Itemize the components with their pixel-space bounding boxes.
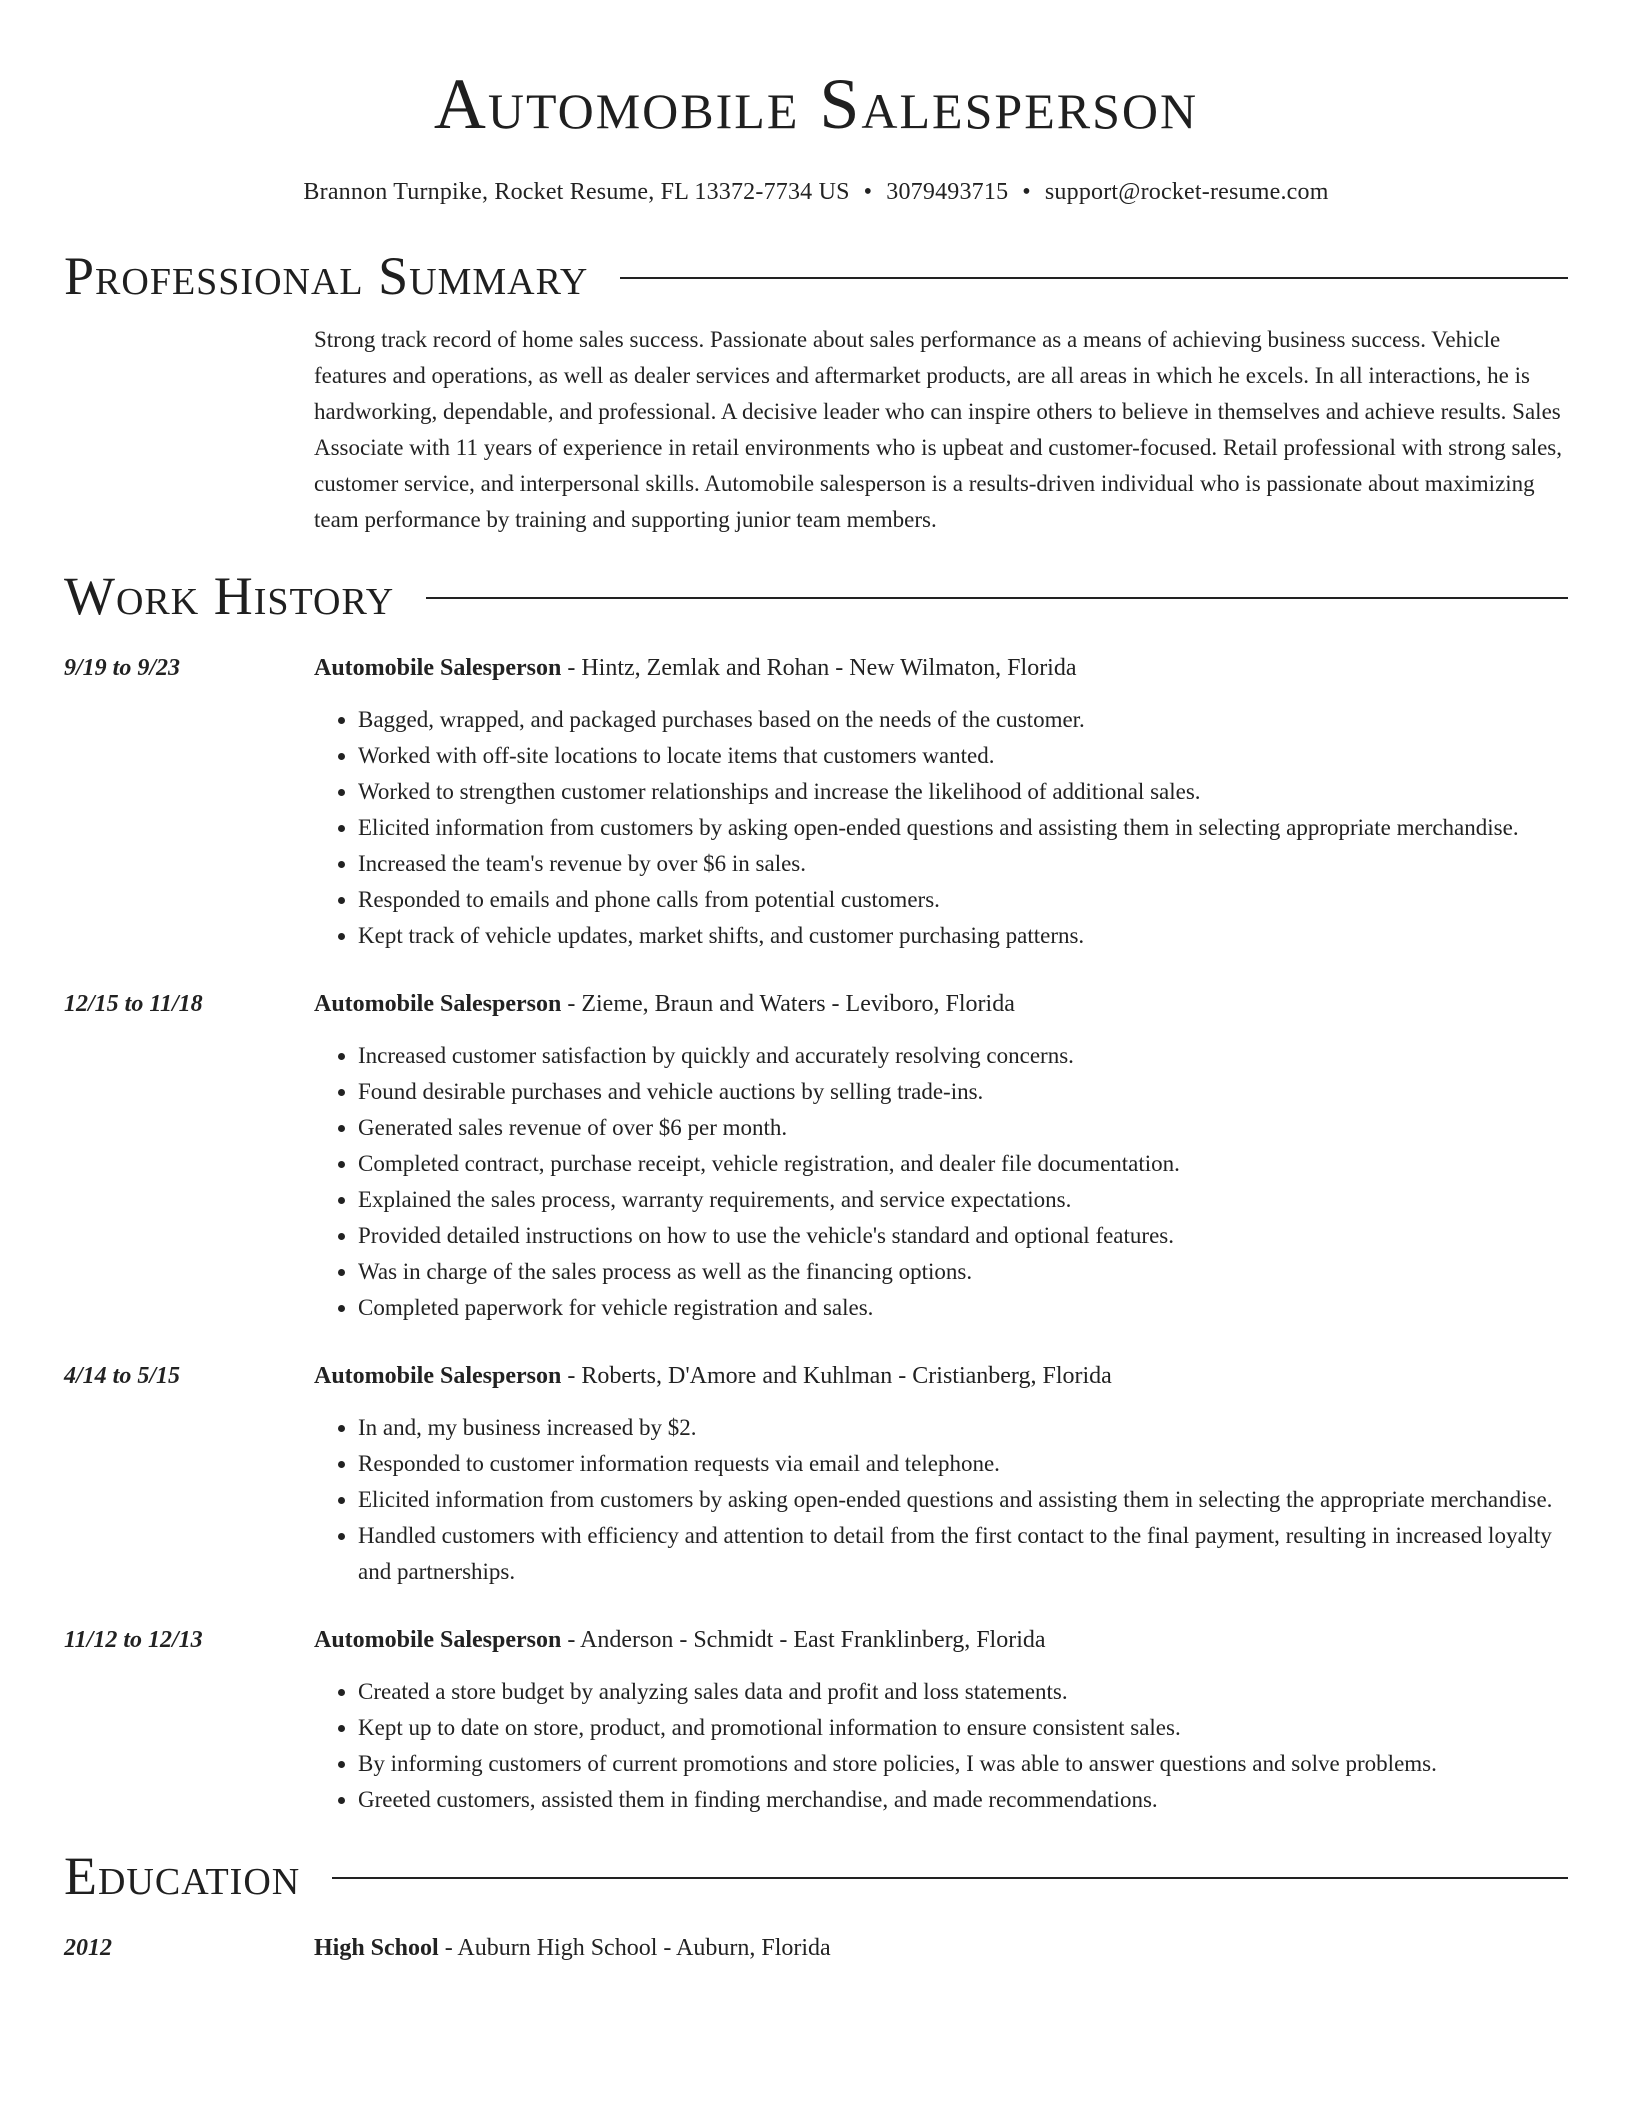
job-title-line <box>314 986 1568 1022</box>
job-bullet: • Greeted customers, assisted them in finding merchandise, and made recommendations. <box>358 1782 1568 1818</box>
job-title: Automobile Salesperson <box>314 991 562 1017</box>
job-bullet: • Bagged, wrapped, and packaged purchases based on the needs of the customer. <box>358 702 1568 738</box>
education-heading: Education <box>64 1846 301 1906</box>
job-entry <box>64 1358 1568 1590</box>
job-bullet: • In and, my business increased by $2. <box>358 1410 1568 1446</box>
job-bullets <box>314 1038 1568 1326</box>
education-date: 2012 <box>64 1935 112 1961</box>
contact-email: support@rocket-resume.com <box>1044 179 1329 205</box>
job-bullet: • Explained the sales process, warranty requirements, and service expectations. <box>358 1182 1568 1218</box>
education-degree: High School <box>314 1935 439 1961</box>
job-bullet: • Worked to strengthen customer relationships and increase the likelihood of additional sales. <box>358 774 1568 810</box>
work-heading: Work History <box>64 566 395 626</box>
job-bullet: • Handled customers with efficiency and attention to detail from the first contact to the final payment, resulting in increased loyalty and partnerships. <box>358 1518 1568 1590</box>
job-dates: 4/14 to 5/15 <box>64 1363 181 1389</box>
job-bullet: • Elicited information from customers by asking open-ended questions and assisting them in selecting appropriate merchandise. <box>358 810 1568 846</box>
job-bullets <box>314 702 1568 954</box>
job-bullet: • Responded to emails and phone calls from potential customers. <box>358 882 1568 918</box>
job-body <box>314 1358 1568 1590</box>
job-bullet: • Increased the team's revenue by over $6 in sales. <box>358 846 1568 882</box>
section-divider <box>332 1877 1568 1879</box>
summary-heading: Professional Summary <box>64 246 589 306</box>
job-bullet: • Completed contract, purchase receipt, vehicle registration, and dealer file documentation. <box>358 1146 1568 1182</box>
job-entry <box>64 986 1568 1326</box>
job-body <box>314 650 1568 954</box>
job-bullet: • Kept track of vehicle updates, market shifts, and customer purchasing patterns. <box>358 918 1568 954</box>
summary-section-header <box>64 244 1568 308</box>
job-bullet: • Created a store budget by analyzing sales data and profit and loss statements. <box>358 1674 1568 1710</box>
summary-text: Strong track record of home sales success. Passionate about sales performance as a means of achieving business success. Vehicle features and operations, as well as dealer services and aftermarket products, are all areas in which he excels. In all interactions, he is hardworking, dependable, and professional. A decisive leader who can inspire others to believe in themselves and achieve results. Sales Associate with 11 years of experience in retail environments who is upbeat and customer-focused. Retail professional with strong sales, customer service, and interpersonal skills. Automobile salesperson is a results-driven individual who is passionate about maximizing team performance by training and supporting junior team members. <box>314 327 1563 532</box>
education-entry <box>64 1930 1568 1966</box>
job-title-line <box>314 1622 1568 1658</box>
job-bullet: • Found desirable purchases and vehicle auctions by selling trade-ins. <box>358 1074 1568 1110</box>
job-employer-location: - Roberts, D'Amore and Kuhlman - Cristianberg, Florida <box>561 1363 1112 1389</box>
job-employer-location: - Zieme, Braun and Waters - Leviboro, Florida <box>561 991 1015 1017</box>
contact-address: Brannon Turnpike, Rocket Resume, FL 13372-7734 US <box>303 179 850 205</box>
education-body <box>314 1930 831 1966</box>
job-bullet: • Completed paperwork for vehicle registration and sales. <box>358 1290 1568 1326</box>
work-section-header <box>64 564 1568 628</box>
job-body <box>314 986 1568 1326</box>
job-title-line <box>314 650 1568 686</box>
job-bullet: • Generated sales revenue of over $6 per month. <box>358 1110 1568 1146</box>
contact-separator: • <box>1022 179 1031 205</box>
work-history-list <box>64 650 1568 1818</box>
contact-separator: • <box>863 179 873 205</box>
job-employer-location: - Anderson - Schmidt - East Franklinberg, Florida <box>561 1627 1046 1653</box>
job-bullet: • Provided detailed instructions on how to use the vehicle's standard and optional features. <box>358 1218 1568 1254</box>
section-divider <box>620 277 1568 279</box>
education-section-header <box>64 1844 1568 1908</box>
job-bullets <box>314 1674 1568 1818</box>
contact-line <box>64 176 1568 208</box>
job-title: Automobile Salesperson <box>314 655 562 681</box>
job-dates: 12/15 to 11/18 <box>64 991 203 1017</box>
job-dates: 11/12 to 12/13 <box>64 1627 203 1653</box>
job-bullet: • Elicited information from customers by asking open-ended questions and assisting them in selecting the appropriate merchandise. <box>358 1482 1568 1518</box>
contact-phone: 3079493715 <box>886 179 1009 205</box>
job-body <box>314 1622 1568 1818</box>
job-entry <box>64 650 1568 954</box>
job-bullet: • Responded to customer information requests via email and telephone. <box>358 1446 1568 1482</box>
section-divider <box>426 597 1568 599</box>
job-bullet: • Increased customer satisfaction by quickly and accurately resolving concerns. <box>358 1038 1568 1074</box>
education-list <box>64 1930 1568 1966</box>
education-school-location: - Auburn High School - Auburn, Florida <box>438 1935 831 1961</box>
job-dates: 9/19 to 9/23 <box>64 655 181 681</box>
job-bullet: • Worked with off-site locations to locate items that customers wanted. <box>358 738 1568 774</box>
job-title-line <box>314 1358 1568 1394</box>
job-title: Automobile Salesperson <box>314 1627 562 1653</box>
job-employer-location: - Hintz, Zemlak and Rohan - New Wilmaton, Florida <box>561 655 1077 681</box>
job-title: Automobile Salesperson <box>314 1363 562 1389</box>
job-bullets <box>314 1410 1568 1590</box>
job-bullet: • By informing customers of current promotions and store policies, I was able to answer questions and solve problems. <box>358 1746 1568 1782</box>
resume-name: Automobile Salesperson <box>433 64 1199 144</box>
job-bullet: • Kept up to date on store, product, and promotional information to ensure consistent sales. <box>358 1710 1568 1746</box>
job-entry <box>64 1622 1568 1818</box>
job-bullet: • Was in charge of the sales process as well as the financing options. <box>358 1254 1568 1290</box>
